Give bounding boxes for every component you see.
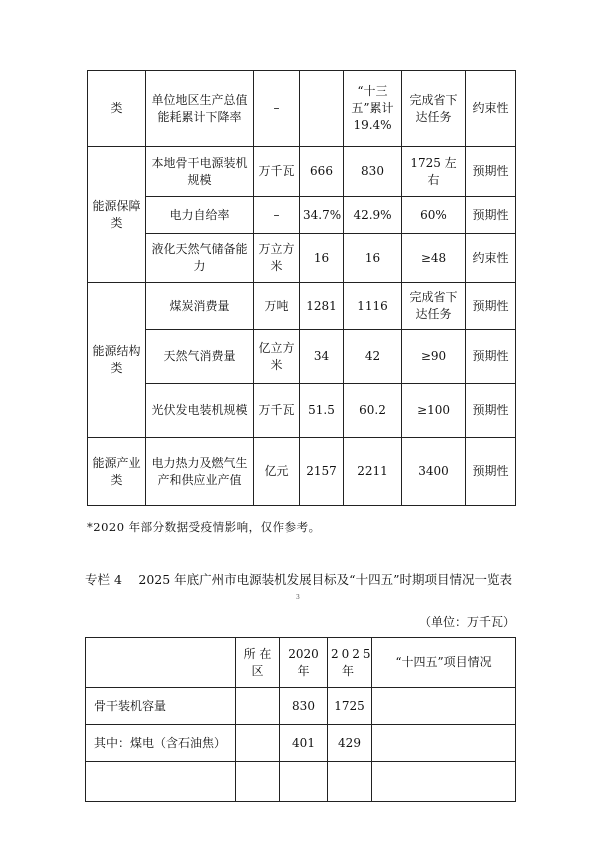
item-name-cell: 骨干装机容量	[86, 688, 236, 725]
indicator-cell: 电力自给率	[146, 197, 254, 234]
header-blank	[86, 638, 236, 688]
nature-cell: 预期性	[466, 330, 516, 384]
power-capacity-table	[85, 637, 516, 802]
value-2020-cell: 666	[300, 147, 344, 197]
plan13-cell: 830	[344, 147, 402, 197]
table-row	[88, 438, 516, 506]
indicator-cell: 液化天然气储备能力	[146, 234, 254, 283]
table-row	[88, 71, 516, 147]
nature-cell: 预期性	[466, 283, 516, 330]
group-label-cell: 能源保障类	[88, 147, 146, 283]
value-2020-cell: 401	[280, 725, 328, 762]
header-district: 所 在 区	[236, 638, 280, 688]
unit-cell: 亿立方米	[254, 330, 300, 384]
plan13-cell: 42	[344, 330, 402, 384]
table-row	[88, 330, 516, 384]
indicator-cell: 电力热力及燃气生产和供应业产值	[146, 438, 254, 506]
unit-cell: –	[254, 71, 300, 147]
value-2020-cell: 830	[280, 688, 328, 725]
nature-cell: 约束性	[466, 234, 516, 283]
table-row	[88, 384, 516, 438]
plan13-cell: 16	[344, 234, 402, 283]
target-cell: ≥48	[402, 234, 466, 283]
table-row	[86, 688, 516, 725]
page-number: 3	[296, 594, 300, 601]
indicator-cell: 天然气消费量	[146, 330, 254, 384]
nature-cell: 预期性	[466, 438, 516, 506]
target-cell: 完成省下达任务	[402, 283, 466, 330]
value-2025-cell: 1725	[328, 688, 372, 725]
status-cell	[372, 725, 516, 762]
value-2025-cell: 429	[328, 725, 372, 762]
unit-cell: 万吨	[254, 283, 300, 330]
target-cell: 60%	[402, 197, 466, 234]
unit-cell: 亿元	[254, 438, 300, 506]
value-2020-cell: 34	[300, 330, 344, 384]
table-row	[86, 725, 516, 762]
value-2020-cell: 16	[300, 234, 344, 283]
unit-cell: 万千瓦	[254, 147, 300, 197]
nature-cell: 预期性	[466, 197, 516, 234]
table-row	[88, 283, 516, 330]
indicator-cell: 本地骨干电源装机规模	[146, 147, 254, 197]
status-cell	[372, 688, 516, 725]
unit-cell: 万千瓦	[254, 384, 300, 438]
nature-cell: 预期性	[466, 384, 516, 438]
header-2025: 2025 年	[328, 638, 372, 688]
nature-cell: 约束性	[466, 71, 516, 147]
indicator-cell: 煤炭消费量	[146, 283, 254, 330]
indicator-cell: 光伏发电装机规模	[146, 384, 254, 438]
unit-label: （单位：万千瓦）	[418, 615, 515, 629]
target-cell: 完成省下达任务	[402, 71, 466, 147]
indicator-cell: 单位地区生产总值能耗累计下降率	[146, 71, 254, 147]
plan13-cell: 1116	[344, 283, 402, 330]
district-cell	[236, 725, 280, 762]
indicator-table	[87, 70, 516, 506]
table-row	[88, 234, 516, 283]
value-2020-cell	[300, 71, 344, 147]
target-cell: 1725 左右	[402, 147, 466, 197]
target-cell: ≥100	[402, 384, 466, 438]
table-row	[88, 197, 516, 234]
nature-cell: 预期性	[466, 147, 516, 197]
empty-cell	[236, 762, 280, 802]
district-cell	[236, 688, 280, 725]
empty-cell	[280, 762, 328, 802]
empty-cell	[372, 762, 516, 802]
value-2020-cell: 1281	[300, 283, 344, 330]
empty-cell	[86, 762, 236, 802]
group-label-cell: 能源结构类	[88, 283, 146, 438]
value-2020-cell: 34.7%	[300, 197, 344, 234]
item-name-cell: 其中：煤电（含石油焦）	[86, 725, 236, 762]
plan13-cell: “十三五”累计19.4%	[344, 71, 402, 147]
table-row	[86, 762, 516, 802]
target-cell: ≥90	[402, 330, 466, 384]
table-row	[88, 147, 516, 197]
group-label-cell: 能源产业类	[88, 438, 146, 506]
unit-cell: 万立方米	[254, 234, 300, 283]
value-2020-cell: 2157	[300, 438, 344, 506]
plan13-cell: 42.9%	[344, 197, 402, 234]
category-cell: 类	[88, 71, 146, 147]
plan13-cell: 2211	[344, 438, 402, 506]
table-footnote: *2020 年部分数据受疫情影响，仅作参考。	[87, 520, 321, 534]
header-2020: 2020 年	[280, 638, 328, 688]
value-2020-cell: 51.5	[300, 384, 344, 438]
header-status: “十四五”项目情况	[372, 638, 516, 688]
unit-cell: –	[254, 197, 300, 234]
special-column-title: 专栏 4 2025 年底广州市电源装机发展目标及“十四五”时期项目情况一览表	[85, 572, 512, 587]
plan13-cell: 60.2	[344, 384, 402, 438]
empty-cell	[328, 762, 372, 802]
target-cell: 3400	[402, 438, 466, 506]
table-header-row	[86, 638, 516, 688]
